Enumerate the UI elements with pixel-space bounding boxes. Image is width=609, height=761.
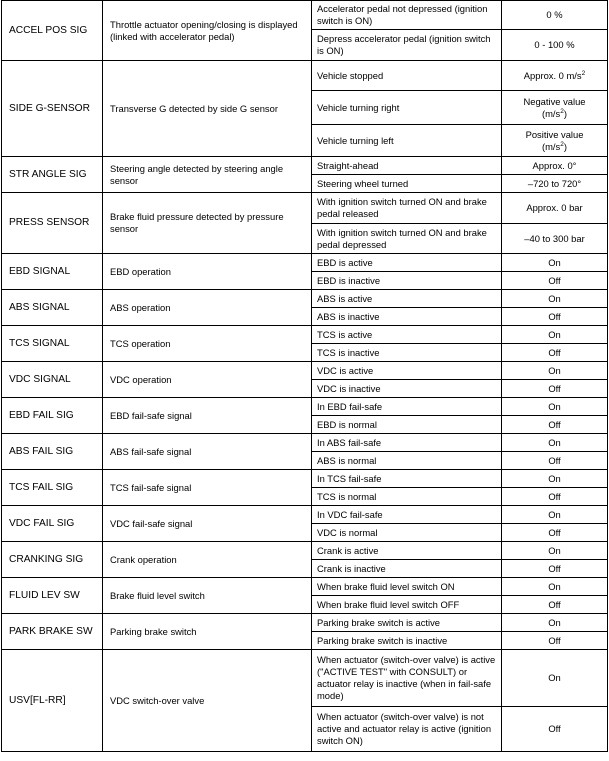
condition-text: Vehicle turning left [317,134,394,146]
value-cell [502,362,608,380]
display-content: Crank operation [110,553,177,565]
table-row [2,1,608,30]
monitor-item-name: PRESS SENSOR [9,217,90,228]
value-cell [502,488,608,506]
monitor-item-name: ABS FAIL SIG [9,445,74,457]
monitor-item-name: EBD FAIL SIG [9,409,74,421]
value-text: On [548,616,561,628]
monitor-item-name: STR ANGLE SIG [9,168,87,180]
value-cell [502,434,608,452]
display-content: VDC operation [110,373,172,385]
condition-text: EBD is active [317,256,373,268]
value-cell [502,650,608,707]
display-content: VDC fail-safe signal [110,517,193,529]
value-unit-close: ) [563,140,567,152]
table-row [2,254,608,272]
monitor-item-cell [2,434,103,470]
value-cell [502,452,608,470]
value-text: On [548,436,561,448]
monitor-item-name: VDC FAIL SIG [9,517,75,529]
value-text: Off [548,723,561,734]
monitor-item-name: VDC SIGNAL [9,373,71,385]
condition-text: With ignition switch turned ON and brake pedal depressed [317,226,487,250]
monitor-item-cell [2,193,103,254]
condition-cell [312,362,502,380]
value-cell [502,542,608,560]
condition-cell [312,614,502,632]
display-content: Brake fluid level switch [110,589,205,601]
display-content-cell [103,542,312,578]
value-text: Off [548,598,561,610]
display-content-cell [103,398,312,434]
condition-cell [312,308,502,326]
monitor-item-cell [2,614,103,650]
value-cell [502,506,608,524]
condition-text: Steering wheel turned [317,177,409,189]
display-content: EBD operation [110,265,171,277]
value-text: Positive value [525,128,584,140]
monitor-item-name: EBD SIGNAL [9,265,71,277]
value-text: Off [548,562,561,574]
value-text: On [548,472,561,484]
condition-text: With ignition switch turned ON and brake pedal released [317,196,487,219]
value-text: 0 - 100 % [534,39,575,50]
value-cell [502,290,608,308]
value-text: Off [548,634,561,646]
condition-text: VDC is active [317,364,374,376]
monitor-item-name: PARK BRAKE SW [9,625,93,637]
value-text: On [548,328,561,340]
table-row [2,362,608,380]
monitor-item-cell [2,157,103,193]
data-monitor-table [1,0,608,752]
monitor-item-name: FLUID LEV SW [9,589,80,601]
display-content: Parking brake switch [110,625,197,637]
value-text: On [548,256,561,268]
condition-text: Crank is active [317,544,379,556]
value-text: On [548,364,561,376]
condition-cell [312,578,502,596]
condition-text: VDC is inactive [317,382,381,394]
value-cell [502,632,608,650]
condition-cell [312,470,502,488]
display-content: TCS operation [110,337,171,349]
condition-text: Vehicle turning right [317,101,400,113]
value-cell [502,91,608,125]
display-content: Throttle actuator opening/closing is displayed (linked with accelerator pedal) [110,18,298,42]
condition-text: In ABS fail-safe [317,436,382,448]
monitor-item-name: TCS SIGNAL [9,337,70,349]
condition-cell [312,125,502,157]
table-row [2,506,608,524]
condition-cell [312,61,502,91]
condition-text: In TCS fail-safe [317,472,382,484]
condition-cell [312,398,502,416]
display-content: ABS fail-safe signal [110,445,192,457]
condition-cell [312,434,502,452]
condition-text: ABS is inactive [317,310,380,322]
condition-cell [312,272,502,290]
value-cell [502,272,608,290]
value-unit: (m/s [542,140,561,152]
condition-cell [312,344,502,362]
value-cell [502,560,608,578]
display-content-cell [103,193,312,254]
condition-text: When brake fluid level switch OFF [317,598,460,610]
value-cell [502,30,608,61]
monitor-item-cell [2,578,103,614]
monitor-item-name: TCS FAIL SIG [9,481,74,493]
table-row [2,193,608,224]
display-content-cell [103,1,312,61]
display-content: ABS operation [110,301,171,313]
condition-text: VDC is normal [317,526,378,538]
value-text: Negative value [523,95,586,107]
table-row [2,290,608,308]
value-text: Off [548,274,561,286]
value-text: On [548,400,561,412]
value-cell [502,416,608,434]
monitor-item-cell [2,362,103,398]
condition-text: Parking brake switch is active [317,616,440,628]
table-row [2,650,608,707]
condition-text: In VDC fail-safe [317,508,383,520]
monitor-item-cell [2,398,103,434]
condition-text: When actuator (switch-over valve) is not active and actuator relay is active (ignition switch ON) [317,711,492,746]
value-text: On [548,580,561,592]
value-cell [502,61,608,91]
display-content: VDC switch-over valve [110,694,205,706]
condition-text: EBD is normal [317,418,377,430]
value-cell [502,125,608,157]
condition-cell [312,542,502,560]
condition-cell [312,224,502,254]
table-row [2,326,608,344]
value-cell [502,470,608,488]
table-row [2,434,608,452]
display-content-cell [103,157,312,193]
display-content-cell [103,326,312,362]
monitor-item-name: USV[FL-RR] [9,694,66,706]
condition-text: Parking brake switch is inactive [317,634,448,646]
value-cell [502,614,608,632]
monitor-item-name: ABS SIGNAL [9,301,70,313]
condition-cell [312,290,502,308]
table-row [2,398,608,416]
value-cell [502,308,608,326]
value-text: Off [548,490,561,502]
monitor-item-cell [2,254,103,290]
condition-text: ABS is normal [317,454,377,466]
monitor-item-cell [2,326,103,362]
condition-text: ABS is active [317,292,373,304]
value-text: On [548,544,561,556]
condition-cell [312,157,502,175]
monitor-item-cell [2,1,103,61]
condition-cell [312,560,502,578]
value-unit: (m/s [542,107,561,119]
table-row [2,542,608,560]
display-content-cell [103,470,312,506]
condition-text: TCS is active [317,328,373,340]
value-unit-close: ) [563,107,567,119]
monitor-item-name: CRANKING SIG [9,553,84,565]
value-text: On [548,672,561,683]
condition-cell [312,380,502,398]
condition-text: Straight-ahead [317,159,379,171]
value-cell [502,175,608,193]
monitor-item-cell [2,61,103,157]
value-text: Off [548,418,561,430]
condition-text: When brake fluid level switch ON [317,580,455,592]
condition-cell [312,524,502,542]
condition-cell [312,650,502,707]
display-content: Transverse G detected by side G sensor [110,102,278,114]
value-cell [502,224,608,254]
value-text: On [548,292,561,304]
value-cell [502,254,608,272]
value-text: Off [548,454,561,466]
display-content-cell [103,254,312,290]
condition-cell [312,193,502,224]
condition-cell [312,254,502,272]
display-content-cell [103,650,312,752]
condition-cell [312,452,502,470]
display-content-cell [103,614,312,650]
value-text: Approx. 0° [532,159,577,171]
condition-cell [312,596,502,614]
monitor-item-cell [2,650,103,752]
table-row [2,614,608,632]
value-text: –40 to 300 bar [524,232,585,244]
condition-cell [312,91,502,125]
condition-text: EBD is inactive [317,274,381,286]
condition-text: Depress accelerator pedal (ignition switch is ON) [317,33,491,56]
value-text: Off [548,382,561,394]
display-content: Steering angle detected by steering angle sensor [110,162,284,186]
condition-text: Vehicle stopped [317,69,384,81]
value-text: Approx. 0 bar [526,202,583,213]
value-text: On [548,508,561,520]
value-text: Off [548,346,561,358]
value-text: Off [548,310,561,322]
condition-cell [312,416,502,434]
value-cell [502,707,608,752]
table-row [2,61,608,91]
value-cell [502,157,608,175]
monitor-item-cell [2,290,103,326]
monitor-item-name: SIDE G-SENSOR [9,102,90,114]
monitor-item-name: ACCEL POS SIG [9,24,88,36]
display-content: EBD fail-safe signal [110,409,192,421]
display-content-cell [103,61,312,157]
value-cell [502,578,608,596]
condition-text: TCS is inactive [317,346,380,358]
condition-cell [312,1,502,30]
table-row [2,157,608,175]
unit-exponent: 2 [581,69,586,77]
value-text: –720 to 720° [527,177,582,189]
condition-text: Accelerator pedal not depressed (ignition switch is ON) [317,3,488,26]
value-cell [502,398,608,416]
display-content-cell [103,434,312,470]
value-cell [502,380,608,398]
condition-text: Crank is inactive [317,562,386,574]
display-content-cell [103,362,312,398]
value-cell [502,1,608,30]
value-cell [502,344,608,362]
value-cell [502,524,608,542]
unit-exponent: 2 [560,107,564,115]
value-text: Approx. 0 m/s [523,69,582,81]
value-text: 0 % [546,9,563,20]
table-row [2,578,608,596]
condition-cell [312,506,502,524]
display-content: Brake fluid pressure detected by pressure sensor [110,211,284,234]
value-text: Off [548,526,561,538]
monitor-item-cell [2,542,103,578]
value-cell [502,326,608,344]
condition-cell [312,707,502,752]
unit-exponent: 2 [560,140,564,148]
condition-cell [312,326,502,344]
condition-text: When actuator (switch-over valve) is active ("ACTIVE TEST" with CONSULT) or actuator relay is inactive (when in fail-safe mode) [317,654,496,701]
condition-text: TCS is normal [317,490,377,502]
condition-cell [312,30,502,61]
condition-text: In EBD fail-safe [317,400,383,412]
display-content: TCS fail-safe signal [110,481,192,493]
display-content-cell [103,290,312,326]
condition-cell [312,175,502,193]
display-content-cell [103,578,312,614]
table-row [2,470,608,488]
value-cell [502,596,608,614]
monitor-item-cell [2,506,103,542]
monitor-item-cell [2,470,103,506]
display-content-cell [103,506,312,542]
condition-cell [312,488,502,506]
condition-cell [312,632,502,650]
value-cell [502,193,608,224]
